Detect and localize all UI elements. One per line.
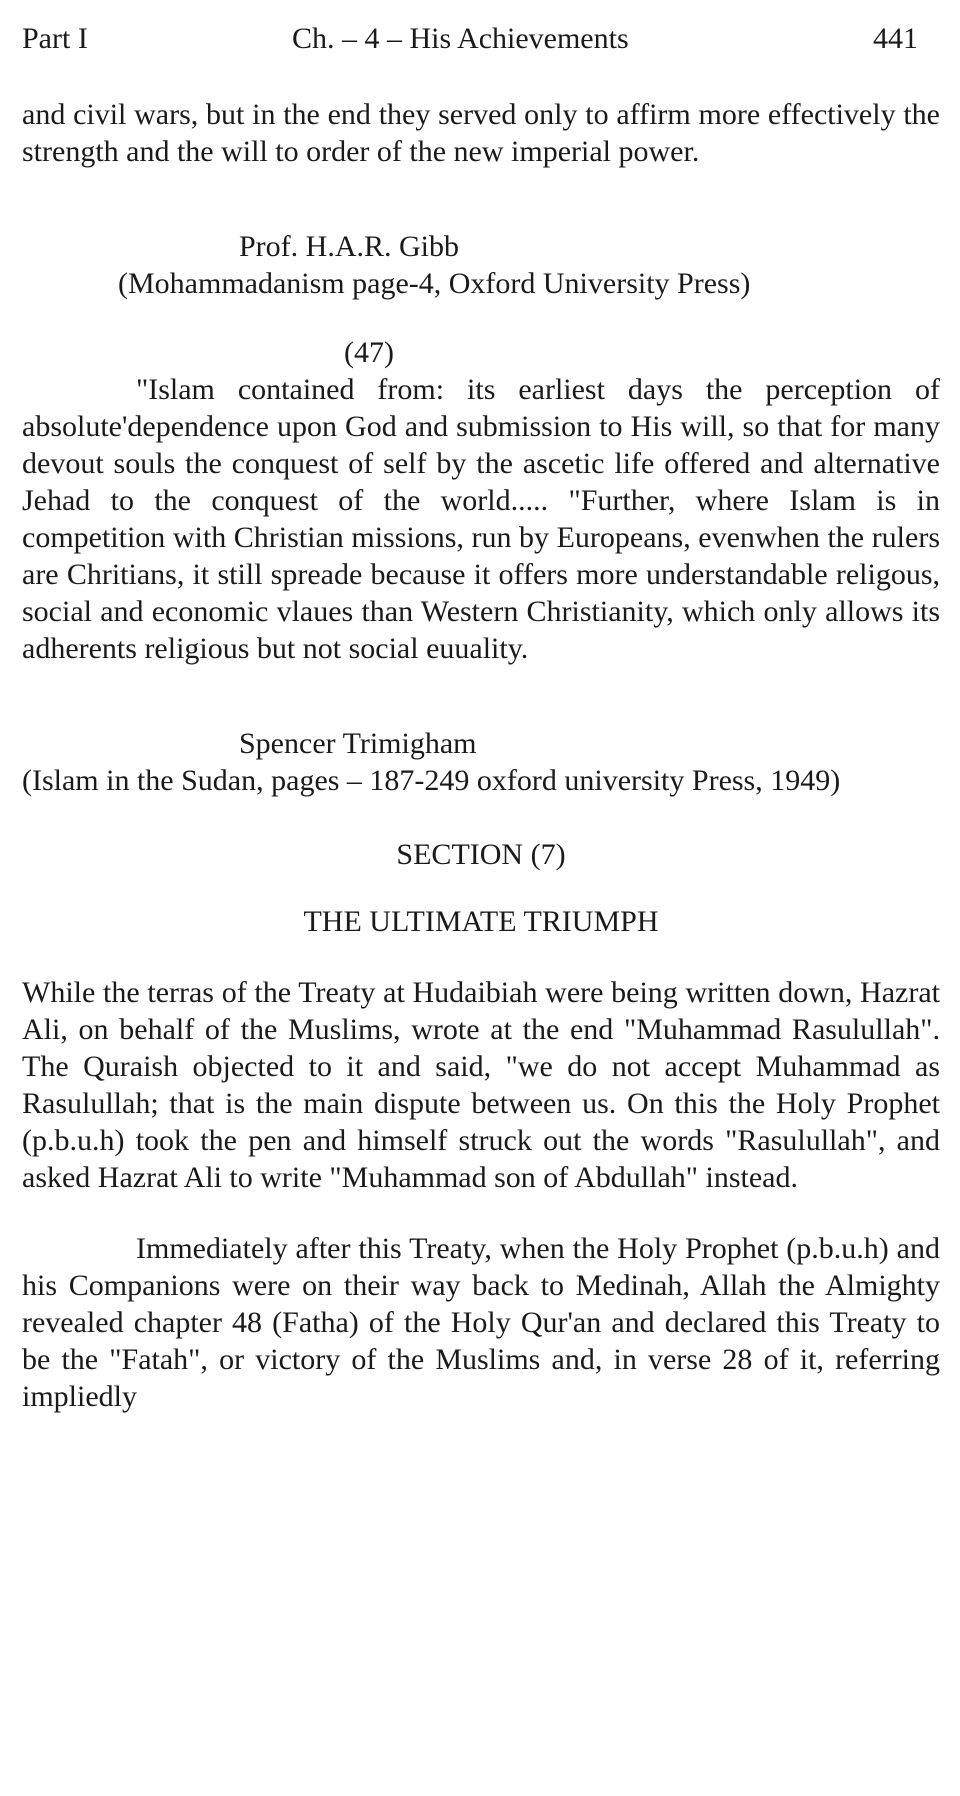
page-header <box>22 20 940 60</box>
header-chapter-title: Ch. – 4 – His Achievements <box>292 22 629 55</box>
section-title: THE ULTIMATE TRIUMPH <box>303 905 659 938</box>
paragraph-treaty: While the terras of the Treaty at Hudaibiah were being written down, Hazrat Ali, on behalf of the Muslims, wrote at the end "Muhammad Rasulullah". The Quraish objected to it and said, "we do not accept Muhammad as Rasulullah; that is the main dispute between us. On this the Holy Prophet (p.b.u.h) took the pen and himself struck out the words "Rasulullah", and asked Hazrat Ali to write "Muhammad son of Abdullah" instead. <box>22 976 940 1194</box>
quote-number: (47) <box>344 336 394 369</box>
citation-source-trimingham: (Islam in the Sudan, pages – 187-249 oxford university Press, 1949) <box>22 764 841 797</box>
citation-author-gibb: Prof. H.A.R. Gibb <box>239 230 460 263</box>
paragraph-victory: Immediately after this Treaty, when the Holy Prophet (p.b.u.h) and his Companions were on their way back to Medinah, Allah the Almighty revealed chapter 48 (Fatha) of the Holy Qur'an and declared this Treaty to be the "Fatah", or victory of the Muslims and, in verse 28 of it, referring impliedly <box>22 1232 940 1413</box>
paragraph-intro: and civil wars, but in the end they served only to affirm more effectively the strength and the will to order of the new imperial power. <box>22 98 940 168</box>
header-part: Part I <box>22 22 88 55</box>
citation-author-trimingham: Spencer Trimigham <box>239 727 477 760</box>
section-label: SECTION (7) <box>396 838 566 871</box>
citation-source-gibb: (Mohammadanism page-4, Oxford University Press) <box>118 267 751 300</box>
quote-trimingham: "Islam contained from: its earliest days the perception of absolute'dependence upon God and submission to His will, so that for many devout souls the conquest of self by the ascetic life offered and alternative Jehad to the conquest of the world..... "Further, where Islam is in competition with Christian missions, run by Europeans, evenwhen the rulers are Chritians, it still spreade because it offers more understandable religous, social and economic vlaues than Western Christianity, which only allows its adherents religious but not social euuality. <box>22 373 940 665</box>
page-number: 441 <box>873 22 918 55</box>
